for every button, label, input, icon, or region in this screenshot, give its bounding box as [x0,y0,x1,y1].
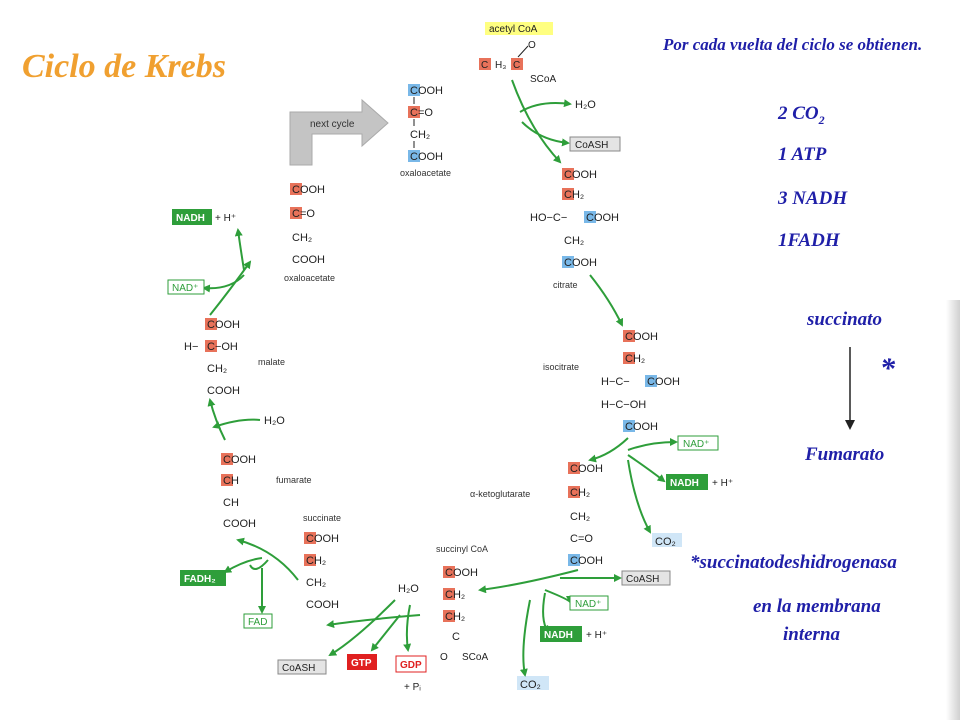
succinyl-coa-label: succinyl CoA [436,544,489,554]
acetyl-scoa-label: SCoA [530,74,557,85]
reaction-location-2: interna [783,624,841,645]
summary-fadh: 1FADH [778,230,840,251]
succinate [303,513,341,611]
acetyl-coa [479,22,556,85]
summary-nadh: 3 NADH [778,188,848,209]
oxaloacetate-left [284,183,335,283]
slide-title: Ciclo de Krebs [22,48,226,85]
svg-text:COOH: COOH [223,518,256,530]
svg-text:H₃: H₃ [495,60,507,71]
svg-text:C: C [481,60,489,71]
svg-text:H−: H− [184,341,199,353]
oxaloacetate-top-label: oxaloacetate [400,168,452,178]
svg-text:CH₂: CH₂ [570,487,591,499]
svg-text:H−C−: H−C− [601,376,630,388]
h2o-label-bottom: H₂O [398,583,419,595]
nad-label-1: NAD⁺ [683,439,710,450]
next-cycle-arrow [290,100,388,165]
svg-text:C−OH: C−OH [207,341,238,353]
gdp-label: GDP [400,660,422,671]
summary-atp: 1 ATP [778,144,827,165]
svg-text:COOH: COOH [564,169,597,181]
pi-label: + Pᵢ [404,682,421,693]
svg-text:COOH: COOH [564,257,597,269]
svg-text:C: C [513,60,521,71]
svg-text:COOH: COOH [647,376,680,388]
svg-text:C=O: C=O [410,107,433,119]
svg-text:C=O: C=O [292,208,315,220]
nadh-label-2: NADH [544,630,573,641]
svg-text:O: O [528,40,536,51]
svg-text:COOH: COOH [625,421,658,433]
svg-text:COOH: COOH [223,454,256,466]
svg-text:CH₂: CH₂ [306,555,327,567]
svg-text:HO−C−: HO−C− [530,212,568,224]
fumarate-label: fumarate [276,475,312,485]
nadh-label-1: NADH [670,478,699,489]
svg-text:COOH: COOH [292,254,325,266]
oxaloacetate-top [400,84,451,178]
coash-label-2: CoASH [626,574,660,585]
h2o-label-top: H₂O [575,99,596,111]
svg-text:CH₂: CH₂ [564,235,585,247]
oxaloacetate-left-label: oxaloacetate [284,273,336,283]
h-plus-label-3: + H⁺ [215,213,237,224]
isocitrate-label: isocitrate [543,362,580,372]
svg-text:COOH: COOH [570,463,603,475]
svg-text:COOH: COOH [410,85,443,97]
svg-text:COOH: COOH [410,151,443,163]
coash-label-bottom: CoASH [282,663,316,674]
succinate-label: succinate [303,513,342,523]
h-plus-label-2: + H⁺ [586,630,608,641]
summary-co2 [778,103,825,128]
nad-label-3: NAD⁺ [172,283,199,294]
svg-text:CH₂: CH₂ [207,363,228,375]
co2-label-2: CO₂ [520,679,541,691]
isocitrate [543,330,680,433]
reaction-to: Fumarato [805,444,885,465]
citrate-label: citrate [553,280,578,290]
cofactors [168,99,733,693]
h2o-label-left: H₂O [264,415,285,427]
svg-text:COOH: COOH [586,212,619,224]
svg-text:COOH: COOH [207,319,240,331]
summary-co2-sub: 2 [818,112,825,127]
page-edge-shadow [946,300,960,720]
next-cycle-label: next cycle [310,119,355,130]
svg-text:COOH: COOH [445,567,478,579]
svg-text:CH: CH [223,497,239,509]
svg-text:CH₂: CH₂ [445,589,466,601]
svg-text:CH₂: CH₂ [564,189,585,201]
fadh2-label: FADH₂ [184,574,216,585]
svg-text:COOH: COOH [292,184,325,196]
svg-text:COOH: COOH [207,385,240,397]
succinyl-scoa-label: SCoA [462,652,489,663]
gtp-label: GTP [351,658,372,669]
acetyl-coa-label: acetyl CoA [489,24,538,35]
svg-text:CH₂: CH₂ [570,511,591,523]
fumarate [221,453,312,530]
alpha-ketoglutarate [470,462,603,567]
svg-text:CH₂: CH₂ [292,232,313,244]
svg-text:COOH: COOH [306,533,339,545]
malate [184,318,285,397]
malate-label: malate [258,357,286,367]
nadh-label-3: NADH [176,213,205,224]
svg-text:H−C−OH: H−C−OH [601,399,647,411]
svg-text:COOH: COOH [306,599,339,611]
svg-text:COOH: COOH [625,331,658,343]
summary-co2-text: 2 CO [778,103,819,124]
reaction-from: succinato [807,309,882,330]
ketoglutarate-label: α-ketoglutarate [470,489,531,499]
reaction-marker: * [880,352,895,385]
reaction-location-1: en la membrana [753,596,881,617]
h-plus-label-1: + H⁺ [712,478,734,489]
nad-label-2: NAD⁺ [575,599,602,610]
svg-text:C=O: C=O [570,533,593,545]
co2-label-1: CO₂ [655,536,676,548]
summary-intro: Por cada vuelta del ciclo se obtienen. [663,35,923,54]
svg-text:C: C [452,631,460,643]
svg-text:CH₂: CH₂ [445,611,466,623]
succinyl-coa [436,544,488,663]
svg-text:CH₂: CH₂ [625,353,646,365]
svg-text:O: O [440,652,448,663]
svg-text:CH: CH [223,475,239,487]
reaction-enzyme: *succinatodeshidrogenasa [690,552,897,573]
svg-text:COOH: COOH [570,555,603,567]
citrate [530,168,619,290]
fad-label: FAD [248,617,268,628]
svg-text:CH₂: CH₂ [306,577,327,589]
svg-text:CH₂: CH₂ [410,129,431,141]
coash-label-top: CoASH [575,140,609,151]
